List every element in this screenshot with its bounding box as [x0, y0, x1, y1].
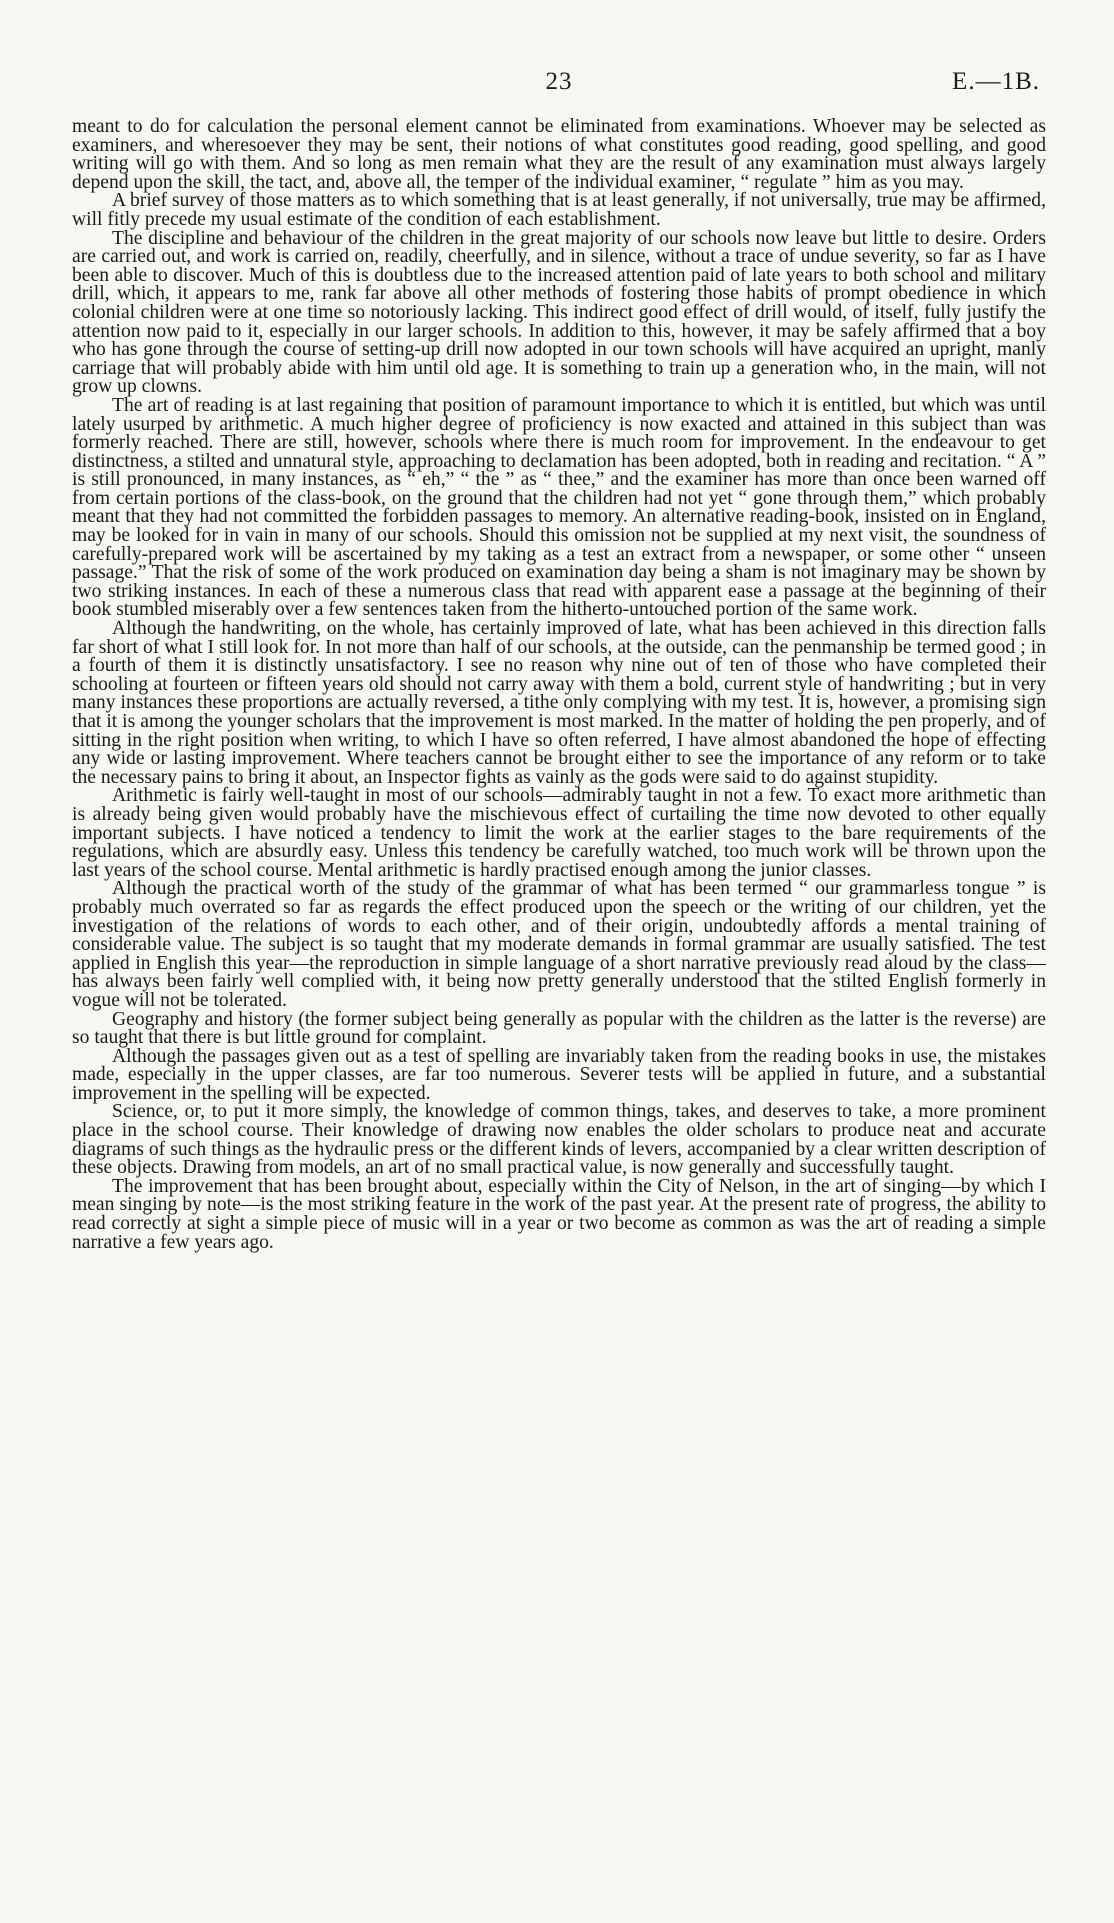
paragraph-grammar: Although the practical worth of the study of the grammar of what has been termed “ our grammarless tongue ” is probably much overrated so far as regards the effect produced upon the speech or the writing of our children, yet the investigation of the relations of words to each other, and of their origin, undoubtedly affords a mental training of considerable value. The subject is so taught that my moderate demands in formal grammar are usually satisfied. The test applied in English this year—the reproduction in simple language of a short narrative previously read aloud by the class—has always been fairly well complied with, it being now pretty generally understood that the stilted English formerly in vogue will not be tolerated.	[72, 878, 1046, 1011]
paragraph-survey: A brief survey of those matters as to which something that is at least generally, if not universally, true may be affirmed, will fitly precede my usual estimate of the condition of each establishment.	[72, 190, 1046, 230]
page-number: 23	[545, 68, 573, 95]
paragraph-arithmetic: Arithmetic is fairly well-taught in most of our schools—admirably taught in not a few. To exact more arithmetic than is already being given would probably have the mischievous effect of curtailing the time now devoted to other equally important subjects. I have noticed a tendency to limit the work at the earlier stages to the bare requirements of the regulations, which are absurdly easy. Unless this tendency be carefully watched, too much work will be thrown upon the last years of the school course. Mental arithmetic is hardly practised enough among the junior classes.	[72, 785, 1046, 881]
paragraph-science-drawing: Science, or, to put it more simply, the knowledge of common things, takes, and deserves to take, a more prominent place in the school course. Their knowledge of drawing now enables the older scholars to produce neat and accurate diagrams of such things as the hydraulic press or the different kinds of levers, accompanied by a clear written description of these objects. Drawing from models, an art of no small practical value, is now generally and successfully taught.	[72, 1101, 1046, 1179]
body-text	[72, 118, 1046, 1252]
paragraph-reading: The art of reading is at last regaining that position of paramount importance to which it is entitled, but which was until lately usurped by arithmetic. A much higher degree of proficiency is now exacted and attained in this subject than was formerly reached. There are still, however, schools where there is much room for improvement. In the endeavour to get distinctness, a stilted and unnatural style, approaching to declamation has been adopted, both in reading and recitation. “ A ” is still pronounced, in many instances, as “ eh,” “ the ” as “ thee,” and the examiner has more than once been warned off from certain portions of the class-book, on the ground that the children had not yet “ gone through them,” which probably meant that they had not committed the forbidden passages to memory. An alternative reading-book, insisted on in England, may be looked for in vain in many of our schools. Should this omission not be supplied at my next visit, the soundness of carefully-prepared work will be ascertained by my taking as a test an extract from a newspaper, or some other “ unseen passage.” That the risk of some of the work produced on examination day being a sham is not imaginary may be shown by two striking instances. In each of these a numerous class that read with apparent ease a passage at the beginning of their book stumbled miserably over a few sentences taken from the hitherto-untouched portion of the same work.	[72, 394, 1046, 621]
paragraph-spelling: Although the passages given out as a test of spelling are invariably taken from the reading books in use, the mistakes made, especially in the upper classes, are far too numerous. Severer tests will be applied in future, and a substantial improvement in the spelling will be expected.	[72, 1045, 1046, 1104]
page-header	[72, 66, 1046, 118]
paragraph-discipline: The discipline and behaviour of the children in the great majority of our schools now leave but little to desire. Orders are carried out, and work is carried on, readily, cheerfully, and in silence, without a trace of undue severity, so far as I have been able to discover. Much of this is doubtless due to the increased attention paid of late years to both school and military drill, which, it appears to me, rank far above all other methods of fostering those habits of prompt obedience in which colonial children were at one time so notoriously lacking. This indirect good effect of drill would, of itself, fully justify the attention now paid to it, especially in our larger schools. In addition to this, however, it may be safely affirmed that a boy who has gone through the course of setting-up drill now adopted in our town schools will have acquired an upright, manly carriage that will probably abide with him until old age. It is something to train up a generation who, in the main, will not grow up clowns.	[72, 227, 1046, 398]
paragraph-geography-history: Geography and history (the former subject being generally as popular with the children as the latter is the reverse) are so taught that there is but little ground for complaint.	[72, 1008, 1046, 1049]
paragraph-handwriting: Although the handwriting, on the whole, has certainly improved of late, what has been achieved in this direction falls far short of what I still look for. In not more than half of our schools, at the outside, can the penmanship be termed good ; in a fourth of them it is distinctly unsatisfactory. I see no reason why nine out of ten of those who have completed their schooling at fourteen or fifteen years old should not carry away with them a bold, current style of handwriting ; but in very many instances these proportions are actually reversed, a tithe only complying with my test. It is, however, a promising sign that it is among the younger scholars that the improvement is most marked. In the matter of holding the pen properly, and of sitting in the right position when writing, to which I have so often referred, I have almost abandoned the hope of effecting any wide or lasting improvement. Where teachers cannot be brought either to see the importance of any reform or to take the necessary pains to bring it about, an Inspector fights as vainly as the gods were said to do against stupidity.	[72, 618, 1046, 788]
document-code: E.—1B.	[952, 68, 1040, 95]
paragraph-examiners: meant to do for calculation the personal element cannot be eliminated from examinations. Whoever may be selected as examiners, and wheresoever they may be sent, their notions of what constitutes good reading, good spelling, and good writing will go with them. And so long as men remain what they are the result of any examination must always largely depend upon the skill, the tact, and, above all, the temper of the individual examiner, “ regulate ” him as you may.	[72, 116, 1046, 193]
paragraph-singing: The improvement that has been brought about, especially within the City of Nelson, in the art of singing—by which I mean singing by note—is the most striking feature in the work of the past year. At the present rate of progress, the ability to read correctly at sight a simple piece of music will in a year or two become as common as was the art of reading a simple narrative a few years ago.	[72, 1175, 1046, 1253]
